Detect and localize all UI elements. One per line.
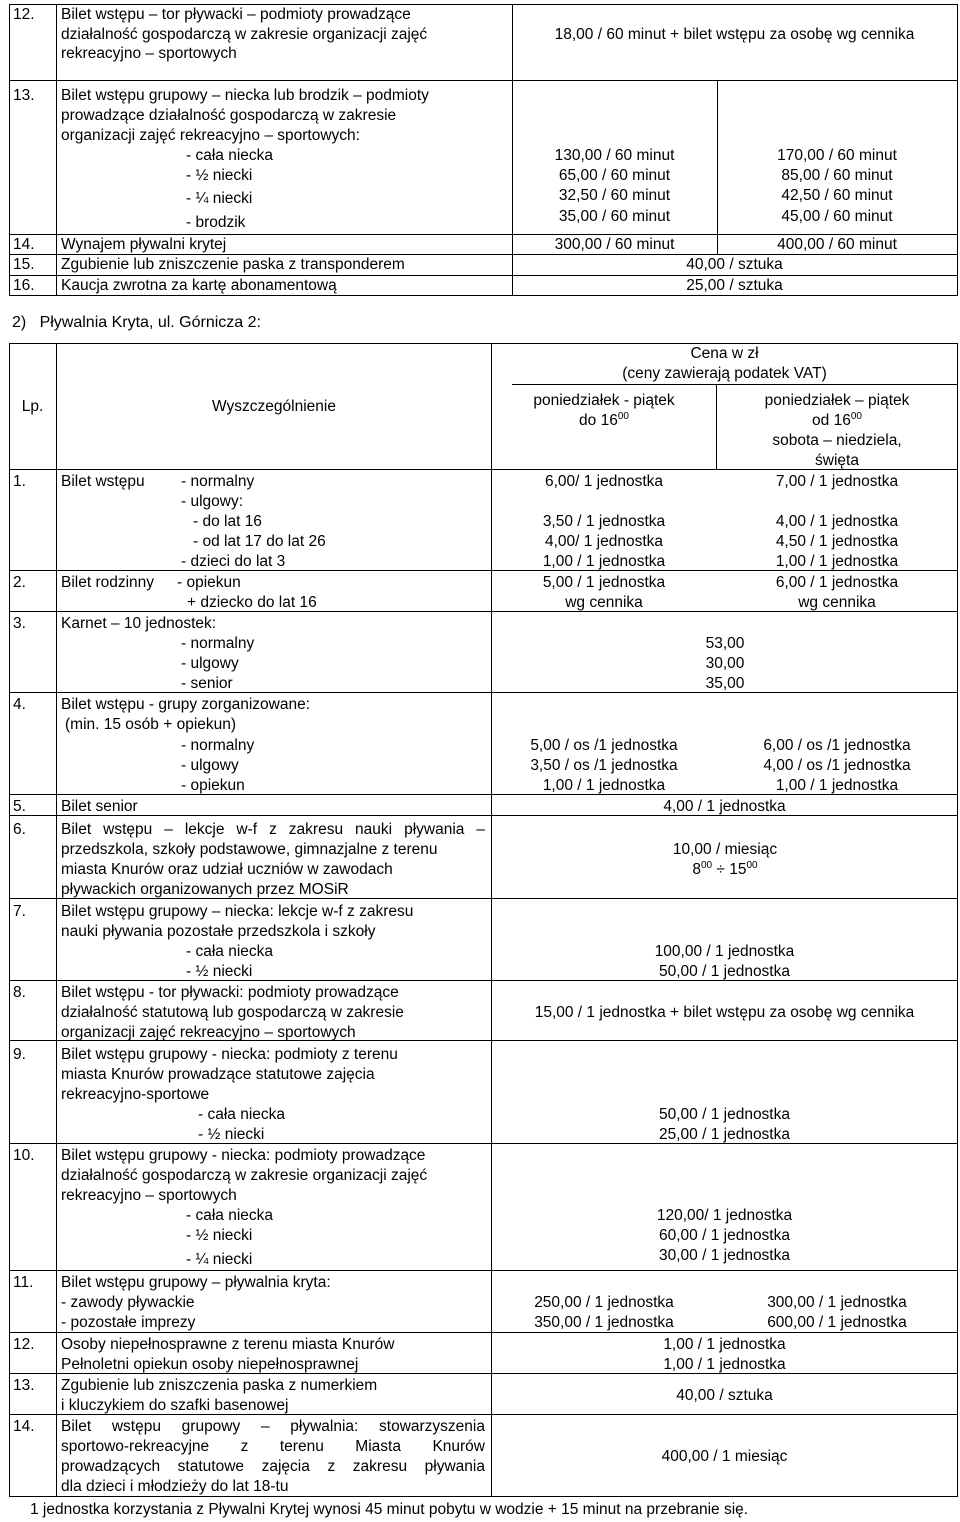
row-price: 4,00 / 1 jednostka [663,798,786,815]
price-cell: 170,00 / 60 minut [777,147,897,164]
price-cell: 1,00 / 1 jednostka [542,553,666,570]
price-cell: 5,00 / 1 jednostka [542,574,666,591]
row-desc-line: działalność gospodarczą w zakresie organizacji zajęć [61,1167,428,1184]
row-item: - brodzik [186,214,246,231]
row-desc-line: organizacji zajęć rekreacyjno – sportowych: [61,127,360,144]
price-cell: 400,00 / 60 minut [777,236,897,253]
row-desc-line: i kluczykiem do szafki basenowej [61,1397,289,1414]
price-cell: 32,50 / 60 minut [558,187,671,204]
row-item: - normalny [181,635,255,652]
price-cell: 1,00 / 1 jednostka [775,777,899,794]
row-price: 15,00 / 1 jednostka + bilet wstępu za osobę wg cennika [534,1004,915,1021]
row-desc-line: Bilet wstępu grupowy - niecka: podmioty prowadzące [61,1147,426,1164]
row-desc-line: sportowo-rekreacyjne z terenu Miasta Knurów [61,1438,485,1455]
row-number: 1. [13,473,26,490]
row-price: 40,00 / sztuka [686,256,783,273]
row-desc-line: prowadzące działalność gospodarczą w zakresie [61,107,397,124]
row-label: Bilet wstępu - grupy zorganizowane: [61,696,310,713]
row-number: 2. [13,574,26,591]
price-cell: 25,00 / 1 jednostka [659,1126,790,1143]
row-desc-line: Bilet wstępu – lekcje w-f z zakresu nauki pływania – [61,821,485,838]
price-cell: 60,00 / 1 jednostka [659,1227,790,1244]
price-cell: 130,00 / 60 minut [554,147,675,164]
header-price-subtitle: (ceny zawierają podatek VAT) [622,365,827,382]
price-cell: 6,00 / os /1 jednostka [763,737,911,754]
price-cell: wg cennika [798,594,876,611]
row-desc-line: działalność statutową lub gospodarczą w zakresie [61,1004,404,1021]
price-cell: 85,00 / 60 minut [781,167,893,184]
price-cell: 35,00 / 60 minut [558,208,671,225]
row-number: 6. [13,821,26,838]
row-desc: Zgubienie lub zniszczenie paska z transponderem [61,256,405,273]
row-item: - ulgowy: [181,493,244,510]
row-number: 13. [13,1377,35,1394]
row-desc-line: działalność gospodarczą w zakresie organizacji zajęć [61,26,428,43]
row-desc-line: Bilet wstępu – tor pływacki – podmioty prowadzące [61,6,411,23]
price-cell: 4,50 / 1 jednostka [775,533,899,550]
header-col2-holidays: święta [815,452,859,469]
price-cell: 600,00 / 1 jednostka [767,1314,907,1331]
row-number: 12. [13,1336,35,1353]
row-item: - ½ niecki [186,1227,253,1244]
row-item: - ulgowy [181,757,239,774]
footnote: 1 jednostka korzystania z Pływalni Krytej wynosi 45 minut pobytu w wodzie + 15 minut na przebranie się. [30,1501,749,1518]
row-number: 7. [13,903,26,920]
row-item: - ½ niecki [186,167,253,184]
row-number: 13. [13,87,35,104]
row-number: 11. [13,1274,34,1291]
price-cell: 4,00/ 1 jednostka [544,533,664,550]
price-cell: 45,00 / 60 minut [781,208,893,225]
row-label: Bilet rodzinny [61,574,155,591]
header-col2-hours: od $16^{00}$ [812,410,862,429]
row-number: 8. [13,984,26,1001]
price-cell: 50,00 / 1 jednostka [659,1106,790,1123]
row-desc-line: miasta Knurów oraz udział uczniów w zawodach [61,861,393,878]
row-desc-line: nauki pływania pozostałe przedszkola i szkoły [61,923,376,940]
row-desc-line: Bilet wstępu - tor pływacki: podmioty prowadzące [61,984,399,1001]
header-price-title: Cena w zł [690,345,759,362]
row-hours: $8^{00} \div 15^{00}$ [692,859,758,878]
row-price: 10,00 / miesiąc [672,841,778,858]
header-col2-days: poniedziałek – piątek [764,392,910,409]
row-price: 25,00 / sztuka [686,277,783,294]
row-desc-line: Bilet wstępu grupowy – niecka: lekcje w-f z zakresu [61,903,414,920]
price-cell: 250,00 / 1 jednostka [534,1294,674,1311]
price-cell: 300,00 / 60 minut [554,236,675,253]
row-price: 400,00 / 1 miesiąc [661,1448,788,1465]
row-number: 3. [13,615,26,632]
row-item: - opiekun [177,574,241,591]
row-number: 16. [13,277,35,294]
row-desc: Kaucja zwrotna za kartę abonamentową [61,277,337,294]
row-item: - opiekun [181,777,245,794]
row-desc-line: Bilet wstępu grupowy - niecka: podmioty z terenu [61,1046,398,1063]
price-cell: 100,00 / 1 jednostka [654,943,795,960]
row-item: - do lat 16 [193,513,262,530]
row-item: - cała niecka [186,943,274,960]
price-cell: 35,00 [705,675,745,692]
row-label: Bilet wstępu [61,473,145,490]
row-desc: Bilet wstępu grupowy – pływalnia kryta: [61,1274,331,1291]
row-item: - ¼ niecki [186,1251,253,1268]
row-item: - ½ niecki [186,963,253,980]
price-cell: 65,00 / 60 minut [558,167,671,184]
price-cell: wg cennika [565,594,643,611]
section-title: 2) Pływalnia Kryta, ul. Górnicza 2: [12,314,261,331]
row-desc-line: rekreacyjno – sportowych [61,45,237,62]
row-item: - cała niecka [186,147,274,164]
row-item: - ¼ niecki [186,190,253,207]
row-item: - cała niecka [186,1207,274,1224]
row-desc-line: prowadzących statutowe zajęcia z zakresu pływania [61,1458,485,1475]
row-number: 10. [13,1147,35,1164]
price-cell: 6,00 / 1 jednostka [775,574,899,591]
price-cell: 1,00 / 1 jednostka [663,1356,786,1373]
row-number: 9. [13,1046,26,1063]
row-label: Karnet – 10 jednostek: [61,615,217,632]
row-item: - dzieci do lat 3 [181,553,286,570]
row-item: - ulgowy [181,655,239,672]
row-price: 18,00 / 60 minut + bilet wstępu za osobę wg cennika [554,26,915,43]
row-number: 15. [13,256,35,273]
row-item: - zawody pływackie [61,1294,195,1311]
row-desc-line: Bilet wstępu grupowy – niecka lub brodzik – podmioty [61,87,429,104]
row-item: - normalny [181,473,255,490]
row-price: 40,00 / sztuka [676,1387,773,1404]
row-number: 12. [13,6,35,23]
price-cell: 4,00 / os /1 jednostka [763,757,911,774]
row-desc-line: dla dzieci i młodzieży do lat 18-tu [61,1478,289,1495]
price-cell: 3,50 / 1 jednostka [542,513,666,530]
row-desc-line: rekreacyjno – sportowych [61,1187,237,1204]
price-cell: 30,00 / 1 jednostka [659,1247,790,1264]
row-item: - senior [181,675,233,692]
row-number: 14. [13,1418,35,1435]
row-desc-line: rekreacyjno-sportowe [61,1086,210,1103]
row-item: - normalny [181,737,255,754]
price-cell: 53,00 [705,635,745,652]
price-cell: 3,50 / os /1 jednostka [530,757,678,774]
row-item: - cała niecka [198,1106,286,1123]
row-item: - od lat 17 do lat 26 [193,533,326,550]
price-cell: 350,00 / 1 jednostka [534,1314,674,1331]
row-desc-line: Bilet wstępu grupowy – pływalnia: stowarzyszenia [61,1418,485,1435]
row-desc-line: Zgubienie lub zniszczenia paska z numerkiem [61,1377,378,1394]
row-item: - pozostałe imprezy [61,1314,196,1331]
price-cell: 300,00 / 1 jednostka [767,1294,907,1311]
row-desc-line: przedszkola, szkoły podstawowe, gimnazjalne z terenu [61,841,438,858]
row-sublabel: (min. 15 osób + opiekun) [65,716,237,733]
row-desc: Wynajem pływalni krytej [61,236,227,253]
header-lp: Lp. [21,398,44,415]
row-item: + dziecko do lat 16 [187,594,317,611]
row-desc-line: Pełnoletni opiekun osoby niepełnosprawnej [61,1356,359,1373]
price-cell: 6,00/ 1 jednostka [544,473,664,490]
row-number: 5. [13,798,26,815]
header-description: Wyszczególnienie [212,398,336,415]
price-cell: 30,00 [705,655,745,672]
price-cell: 4,00 / 1 jednostka [775,513,899,530]
row-item: - ½ niecki [198,1126,265,1143]
row-desc-line: pływackich organizowanych przez MOSiR [61,881,349,898]
price-cell: 50,00 / 1 jednostka [659,963,790,980]
header-col1-days: poniedziałek - piątek [533,392,675,409]
row-desc-line: Osoby niepełnosprawne z terenu miasta Knurów [61,1336,395,1353]
price-cell: 7,00 / 1 jednostka [775,473,899,490]
price-cell: 1,00 / 1 jednostka [663,1336,786,1353]
header-col1-hours: do $16^{00}$ [579,410,629,429]
price-cell: 1,00 / 1 jednostka [775,553,899,570]
row-number: 14. [13,236,35,253]
price-cell: 120,00/ 1 jednostka [656,1207,793,1224]
price-cell: 42,50 / 60 minut [781,187,893,204]
header-col2-weekend: sobota – niedziela, [772,432,902,449]
price-cell: 5,00 / os /1 jednostka [530,737,678,754]
price-cell: 1,00 / 1 jednostka [542,777,666,794]
row-number: 4. [13,696,26,713]
row-desc-line: miasta Knurów prowadzące statutowe zajęcia [61,1066,375,1083]
row-desc-line: organizacji zajęć rekreacyjno – sportowych [61,1024,356,1041]
row-label: Bilet senior [61,798,138,815]
